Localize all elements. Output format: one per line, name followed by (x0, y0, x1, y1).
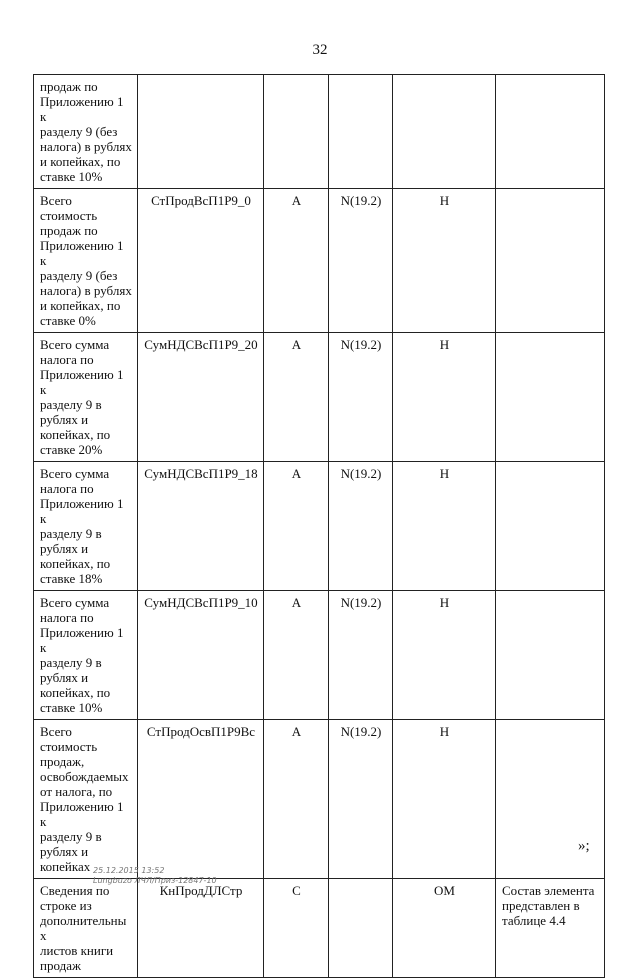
element-name-cell: Всего сумма налога по Приложению 1 к разделу 9 в рублях и копейках, по ставке 20% (34, 333, 138, 462)
element-type-cell: А (264, 189, 329, 333)
element-requirement-cell: Н (393, 333, 496, 462)
element-format-cell: N(19.2) (329, 720, 393, 879)
element-tag-cell: СумНДСВсП1Р9_20 (138, 333, 264, 462)
element-tag-cell (138, 75, 264, 189)
element-tag-cell: СумНДСВсП1Р9_18 (138, 462, 264, 591)
table-row (34, 720, 605, 879)
element-note-cell (496, 462, 605, 591)
element-tag-cell: КнПродДЛСтр (138, 879, 264, 978)
table-row (34, 75, 605, 189)
element-type-cell: А (264, 462, 329, 591)
table-row (34, 462, 605, 591)
element-name-cell: Всего сумма налога по Приложению 1 к разделу 9 в рублях и копейках, по ставке 10% (34, 591, 138, 720)
element-name-cell: продаж по Приложению 1 к разделу 9 (без налога) в рублях и копейках, по ставке 10% (34, 75, 138, 189)
element-tag-cell: СтПродОсвП1Р9Вс (138, 720, 264, 879)
element-tag-cell: СумНДСВсП1Р9_10 (138, 591, 264, 720)
element-format-cell: N(19.2) (329, 333, 393, 462)
element-tag-cell: СтПродВсП1Р9_0 (138, 189, 264, 333)
element-note-cell: Состав элемента представлен в таблице 4.4 (496, 879, 605, 978)
element-requirement-cell: Н (393, 189, 496, 333)
element-requirement-cell: Н (393, 591, 496, 720)
table-row (34, 189, 605, 333)
element-type-cell (264, 75, 329, 189)
element-requirement-cell: Н (393, 720, 496, 879)
element-table (33, 74, 605, 978)
element-note-cell (496, 75, 605, 189)
element-format-cell (329, 879, 393, 978)
element-requirement-cell: ОМ (393, 879, 496, 978)
table-row (34, 333, 605, 462)
element-type-cell: А (264, 591, 329, 720)
element-requirement-cell: Н (393, 462, 496, 591)
element-name-cell: Всего стоимость продаж по Приложению 1 к разделу 9 (без налога) в рублях и копейках, по ставке 0% (34, 189, 138, 333)
element-type-cell: А (264, 720, 329, 879)
stamp-reference: Lungbuzo ЛЧЛ/Приз-12847-10 (93, 876, 217, 885)
element-type-cell: А (264, 333, 329, 462)
element-format-cell: N(19.2) (329, 189, 393, 333)
page-number: 32 (312, 42, 328, 58)
element-requirement-cell (393, 75, 496, 189)
element-note-cell (496, 591, 605, 720)
element-name-cell: Всего стоимость продаж, освобождаемых от налога, по Приложению 1 к разделу 9 в рублях и копейках (34, 720, 138, 879)
element-name-cell: Всего сумма налога по Приложению 1 к разделу 9 в рублях и копейках, по ставке 18% (34, 462, 138, 591)
element-format-cell: N(19.2) (329, 462, 393, 591)
element-note-cell (496, 189, 605, 333)
table-row (34, 879, 605, 978)
stamp-date: 25.12.2015 13:52 (93, 866, 165, 875)
element-note-cell (496, 333, 605, 462)
table-row (34, 591, 605, 720)
element-type-cell: С (264, 879, 329, 978)
closing-mark: »; (578, 838, 590, 854)
element-format-cell: N(19.2) (329, 591, 393, 720)
print-stamp (93, 866, 217, 886)
element-name-cell: Сведения по строке из дополнительных листов книги продаж (34, 879, 138, 978)
element-format-cell (329, 75, 393, 189)
